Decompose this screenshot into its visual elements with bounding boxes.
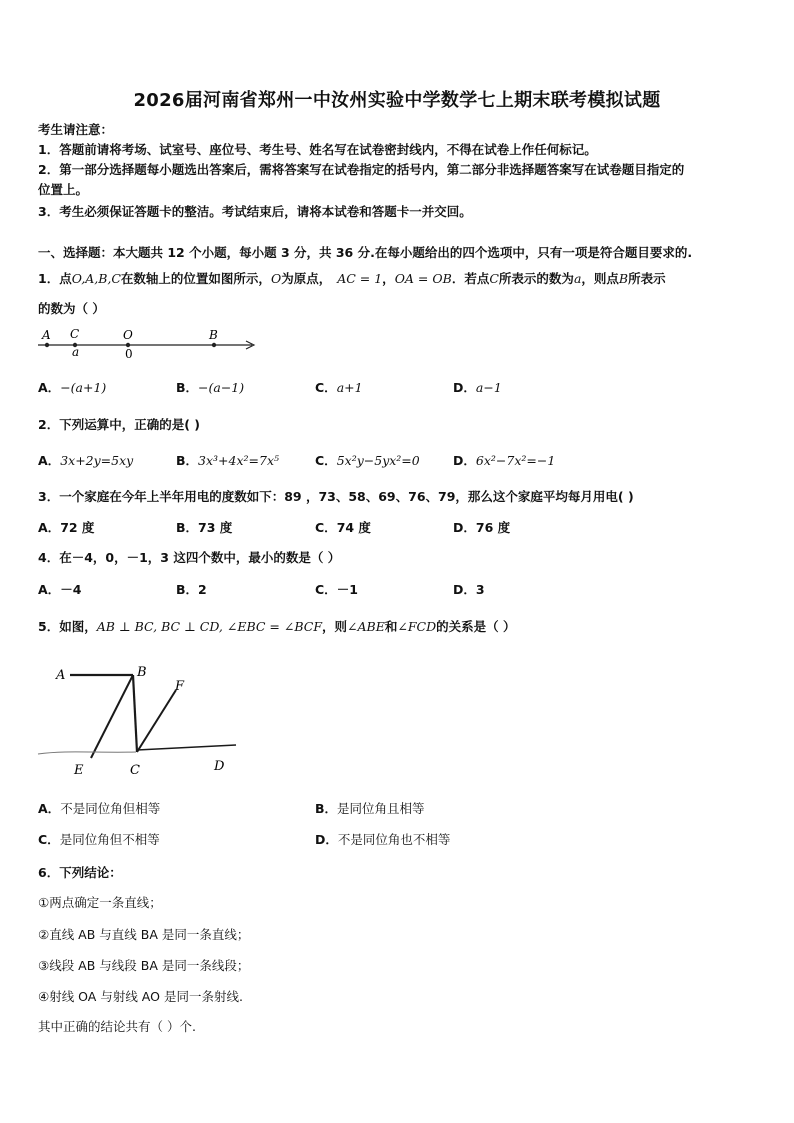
q5-angle-1: ∠ABE (347, 619, 385, 634)
number-line-figure (34, 326, 260, 362)
option-value: 是同位角但不相等 (59, 832, 160, 847)
option-label: B． (176, 380, 199, 395)
option-value: −(a+1) (60, 380, 107, 395)
q1-option-a[interactable] (38, 379, 106, 397)
option-label: A． (38, 453, 61, 468)
option-value: 74 度 (336, 520, 371, 535)
q6-statement-2: ②直线 AB 与直线 BA 是同一条直线； (38, 927, 250, 942)
q5-option-c[interactable] (38, 831, 160, 849)
notice-item-2: 2．第一部分选择题每小题选出答案后，需将答案写在试卷指定的括号内，第二部分非选择题答案写在试卷题目指定的 (38, 162, 685, 177)
option-label: A． (38, 380, 61, 395)
q1-c: C (489, 271, 499, 286)
q1-a: a (573, 271, 582, 286)
q1-sep: ， (382, 271, 395, 286)
q5-option-a[interactable] (38, 800, 160, 818)
q1-text-5: ，则点 (581, 271, 619, 286)
q6-statement-4: ④射线 OA 与射线 AO 是同一条射线. (38, 989, 243, 1004)
point-c-label: C (70, 327, 80, 341)
q1-option-d[interactable] (453, 379, 502, 397)
q1-eq-2: OA = OB (394, 271, 452, 286)
question-2-stem: 2．下列运算中，正确的是( ) (38, 417, 200, 432)
notice-heading: 考生请注意： (38, 122, 114, 137)
q4-option-c[interactable] (315, 581, 358, 599)
q3-option-a[interactable] (38, 519, 94, 537)
option-label: C． (315, 380, 337, 395)
angle-figure (36, 658, 242, 780)
q4-option-b[interactable] (176, 581, 207, 599)
option-label: A． (38, 582, 61, 597)
q1-b: B (618, 271, 629, 286)
notice-item-2-cont: 位置上。 (38, 182, 89, 197)
segment-cf (137, 690, 176, 752)
option-label: B． (315, 801, 338, 816)
page-title: 2026届河南省郑州一中汝州实验中学数学七上期末联考模拟试题 (133, 90, 661, 111)
q1-num: 1．点 (38, 271, 72, 286)
q6-statement-1: ①两点确定一条直线； (38, 895, 162, 910)
segment-be (91, 675, 133, 758)
option-value: a+1 (336, 380, 363, 395)
question-1-stem-cont: 的数为（ ） (38, 301, 105, 316)
point-b-dot (212, 343, 216, 347)
notice-item-1: 1．答题前请将考场、试室号、座位号、考生号、姓名写在试卷密封线内，不得在试卷上作任何标记。 (38, 142, 597, 157)
q1-text-6: 所表示 (628, 271, 666, 286)
point-b-label: B (209, 328, 218, 342)
option-value: 不是同位角也不相等 (337, 832, 451, 847)
option-value: 5x²y−5yx²=0 (336, 453, 420, 468)
option-value: 73 度 (198, 520, 233, 535)
label-a: A (56, 668, 66, 683)
q5-option-d[interactable] (315, 831, 450, 849)
label-f: F (175, 679, 185, 694)
option-value: 3 (475, 582, 485, 597)
point-o-value: 0 (125, 347, 133, 361)
option-value: 3x+2y=5xy (60, 453, 134, 468)
q3-option-b[interactable] (176, 519, 232, 537)
option-label: A． (38, 801, 61, 816)
option-label: C． (38, 832, 60, 847)
q2-option-d[interactable] (453, 452, 555, 470)
label-b: B (137, 665, 147, 680)
option-value: 不是同位角但相等 (60, 801, 161, 816)
q3-option-d[interactable] (453, 519, 510, 537)
q1-text-4: 所表示的数为 (498, 271, 574, 286)
option-value: －1 (336, 582, 358, 597)
q4-option-a[interactable] (38, 581, 81, 599)
q5-num: 5．如图， (38, 619, 97, 634)
option-value: 是同位角且相等 (337, 801, 425, 816)
label-e: E (74, 763, 84, 778)
option-label: C． (315, 520, 337, 535)
q4-option-d[interactable] (453, 581, 485, 599)
option-label: D． (453, 582, 476, 597)
q1-eq-1: AC = 1 (337, 271, 383, 286)
q1-option-b[interactable] (176, 379, 244, 397)
question-3-stem: 3．一个家庭在今年上半年用电的度数如下：89 ，73、58、69、76、79，那么这个家庭平均每月用电( ) (38, 489, 634, 504)
q1-text-3: ．若点 (451, 271, 490, 286)
option-label: D． (453, 380, 476, 395)
point-o-label: O (123, 328, 133, 342)
question-1-stem (38, 270, 666, 288)
q3-option-c[interactable] (315, 519, 371, 537)
figure-scan-line (38, 752, 136, 754)
question-5-stem (38, 618, 515, 636)
point-c-value: a (72, 345, 80, 359)
point-a-label: A (42, 328, 51, 342)
option-label: C． (315, 582, 337, 597)
option-label: B． (176, 582, 199, 597)
q5-text-2: 的关系是（ ） (436, 619, 516, 634)
option-label: D． (453, 453, 476, 468)
label-c: C (130, 763, 140, 778)
q5-text-1: ，则 (322, 619, 348, 634)
point-a-dot (45, 343, 49, 347)
question-4-stem: 4．在－4，0，－1，3 这四个数中，最小的数是（ ） (38, 550, 341, 565)
q1-text-1: 在数轴上的位置如图所示， (120, 271, 271, 286)
option-label: A． (38, 520, 61, 535)
q2-option-a[interactable] (38, 452, 133, 470)
q6-tail: 其中正确的结论共有（ ）个. (38, 1019, 196, 1034)
q6-statement-3: ③线段 AB 与线段 BA 是同一条线段； (38, 958, 250, 973)
notice-item-3: 3．考生必须保证答题卡的整洁。考试结束后，请将本试卷和答题卡一并交回。 (38, 204, 472, 219)
option-label: D． (453, 520, 476, 535)
label-d: D (214, 759, 225, 774)
q5-angle-2: ∠FCD (397, 619, 437, 634)
section-heading: 一、选择题：本大题共 12 个小题，每小题 3 分，共 36 分.在每小题给出的四个选项中，只有一项是符合题目要求的. (38, 245, 693, 260)
segment-bc (133, 675, 137, 752)
q1-points: O,A,B,C (71, 271, 121, 286)
q2-option-c[interactable] (315, 452, 420, 470)
segment-cd (137, 745, 236, 750)
q5-condition: AB ⊥ BC, BC ⊥ CD, ∠EBC = ∠BCF (96, 619, 323, 634)
option-value: 3x³+4x²=7x⁵ (198, 453, 280, 468)
q1-option-c[interactable] (315, 379, 363, 397)
q1-text-2: 为原点， (281, 271, 332, 286)
q5-and: 和 (384, 619, 398, 634)
option-value: 76 度 (475, 520, 511, 535)
q1-origin: O (270, 271, 282, 286)
option-label: B． (176, 453, 199, 468)
option-value: －4 (60, 582, 82, 597)
option-value: 72 度 (60, 520, 95, 535)
option-value: 6x²−7x²=−1 (475, 453, 556, 468)
option-label: B． (176, 520, 199, 535)
q5-option-b[interactable] (315, 800, 425, 818)
option-value: −(a−1) (198, 380, 245, 395)
option-value: 2 (198, 582, 207, 597)
option-label: D． (315, 832, 338, 847)
option-value: a−1 (475, 380, 502, 395)
q2-option-b[interactable] (176, 452, 279, 470)
option-label: C． (315, 453, 337, 468)
question-6-stem: 6．下列结论： (38, 865, 122, 880)
